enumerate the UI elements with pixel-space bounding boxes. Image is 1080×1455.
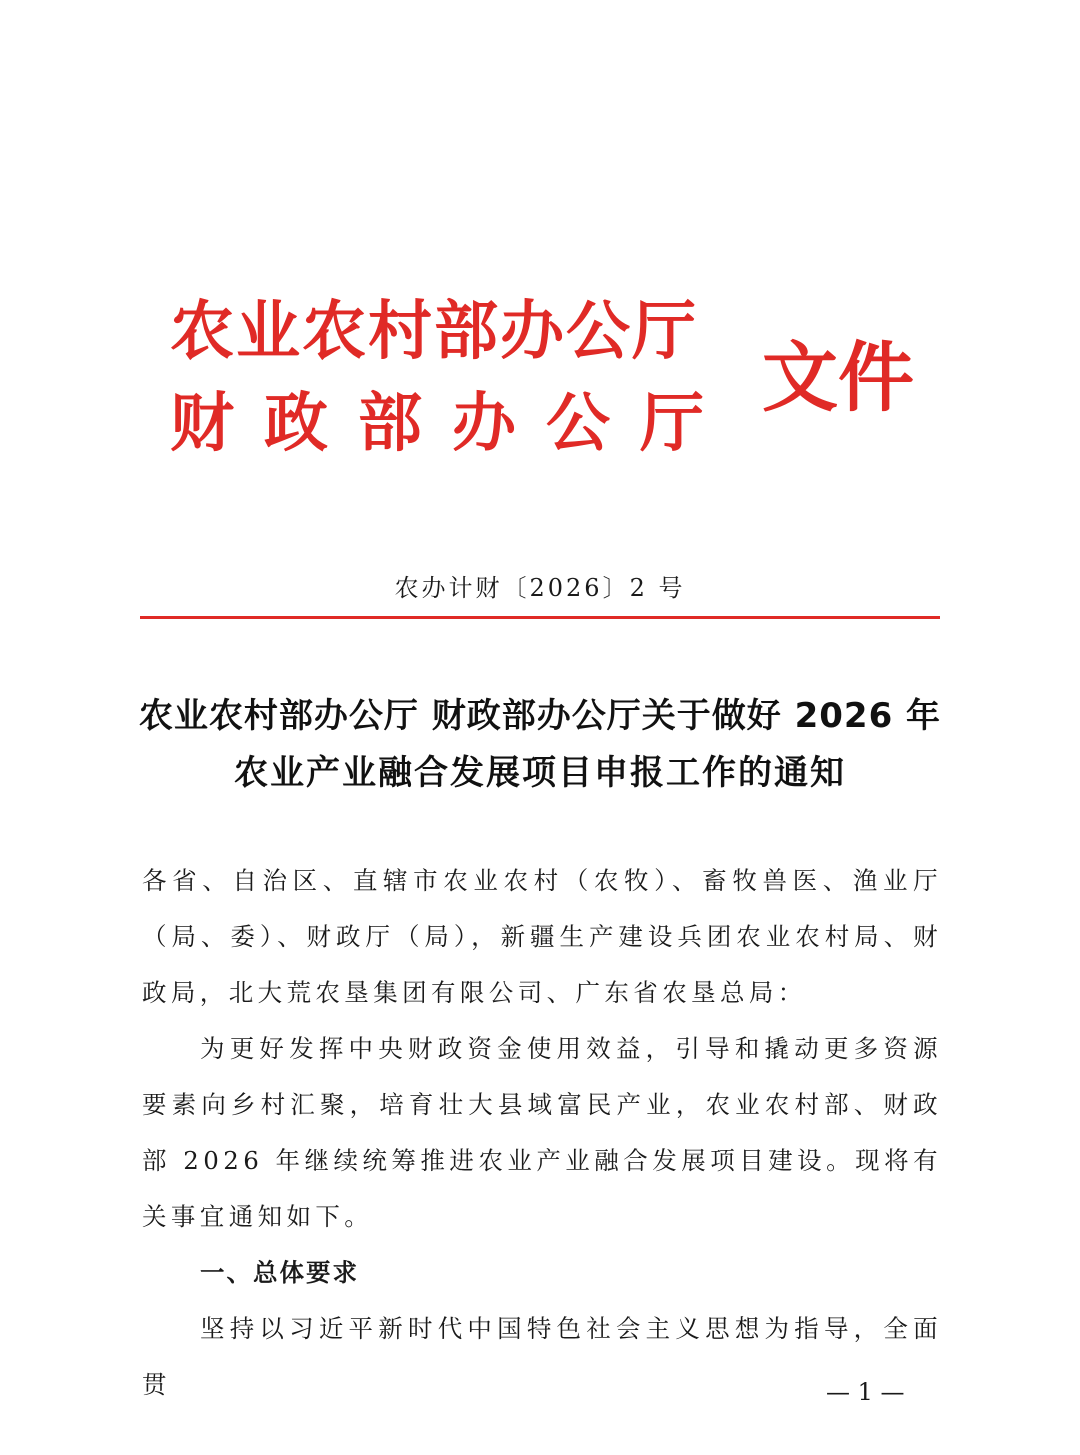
page-number: — 1 — <box>826 1378 905 1406</box>
document-body <box>142 853 942 1413</box>
section-1-paragraph: 坚持以习近平新时代中国特色社会主义思想为指导，全面贯 <box>142 1314 942 1399</box>
section-heading-general-requirements: 一、总体要求 <box>200 1258 359 1287</box>
red-divider-line <box>140 616 940 619</box>
document-title-line-1: 农业农村部办公厅 财政部办公厅关于做好 2026 年 <box>138 696 942 736</box>
issuer-finance-office: 财政部办公厅 <box>170 386 734 461</box>
addressee-paragraph: 各省、自治区、直辖市农业农村（农牧）、畜牧兽医、渔业厅（局、委）、财政厅（局），新疆生产建设兵团农业农村局、财政局，北大荒农垦集团有限公司、广东省农垦总局： <box>142 866 942 1007</box>
document-word: 文件 <box>762 333 914 422</box>
document-title-line-2: 农业产业融合发展项目申报工作的通知 <box>234 753 846 793</box>
issuer-agriculture-office: 农业农村部办公厅 <box>170 294 698 369</box>
intro-paragraph: 为更好发挥中央财政资金使用效益，引导和撬动更多资源要素向乡村汇聚，培育壮大县域富民产业，农业农村部、财政部 2026 年继续统筹推进农业产业融合发展项目建设。现将有关事宜通知如下。 <box>142 1034 942 1231</box>
document-number: 农办计财〔2026〕2 号 <box>394 574 686 602</box>
